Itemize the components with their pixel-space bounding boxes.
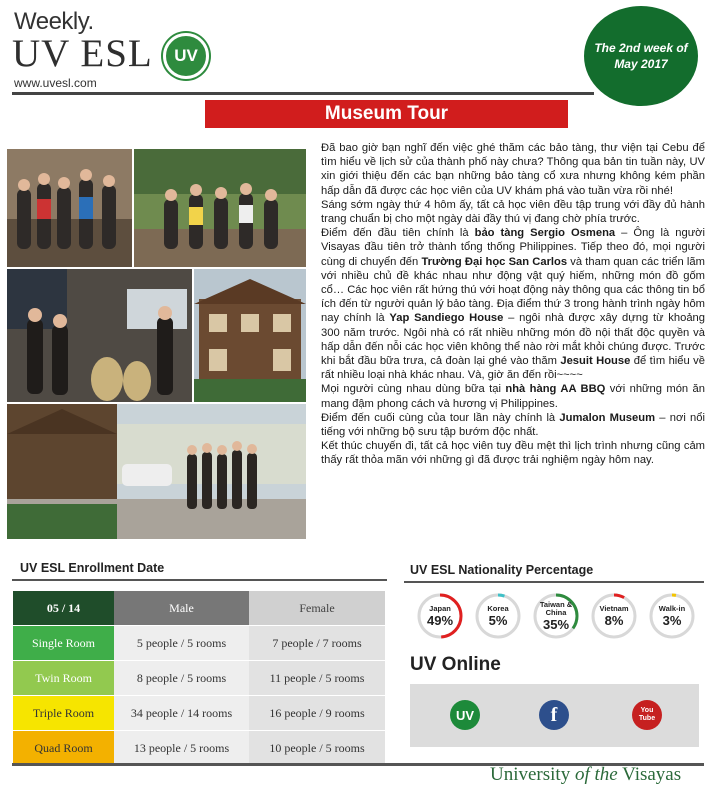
- female-header: Female: [249, 591, 385, 626]
- nationality-gauge: [590, 592, 638, 640]
- gauge-value: 49%: [426, 612, 454, 628]
- table-row: [13, 731, 385, 766]
- female-count-cell: 16 people / 9 rooms: [249, 696, 385, 731]
- male-count-cell: 13 people / 5 rooms: [114, 731, 249, 766]
- enrollment-divider: [12, 579, 387, 581]
- article-text: và tham quan các triển lãm với nhiều chủ đề khác nhau như động vật quý hiếm, những món đồ gốm cổ… Các học viên rất hứng thú với hoạt động này thông qua các thông tin bổ ích đến từ người quản lý bảo tàng. Địa điểm thứ 3 trong hành trình ngày hôm nay chính là: [321, 255, 705, 325]
- nationality-gauge: [474, 592, 522, 640]
- nationality-title: UV ESL Nationality Percentage: [410, 563, 594, 577]
- female-count-cell: 11 people / 5 rooms: [249, 661, 385, 696]
- article-highlight: nhà hàng AA BBQ: [505, 383, 606, 396]
- gauge-label: Korea: [487, 603, 509, 613]
- photo-heritage-house: [194, 269, 306, 402]
- uv-logo: UV: [163, 33, 209, 79]
- article-paragraph: [321, 141, 705, 198]
- issue-line-2: May 2017: [614, 57, 668, 71]
- gauge-value: 5%: [488, 612, 508, 628]
- gauge-value: 35%: [542, 616, 570, 632]
- table-row: [13, 661, 385, 696]
- museum-tour-banner: Museum Tour: [205, 100, 568, 128]
- article-text: để tìm hiểu về rất nhiều loại nhà khác nhau. Và, giờ ăn đến rồi~~~~: [321, 355, 705, 382]
- article-text: – nơi nổi tiếng với những bộ sưu tập bướm độc nhất.: [321, 411, 705, 439]
- social-links-box: [410, 684, 699, 747]
- gauge-value: 3%: [662, 612, 682, 628]
- youtube-icon[interactable]: You Tube: [632, 700, 662, 730]
- article-paragraph: [321, 198, 705, 226]
- header-divider: [12, 92, 594, 95]
- article-paragraph: [321, 382, 705, 410]
- museum-article: [321, 141, 705, 468]
- photo-group-3: [7, 269, 192, 402]
- article-text: – ngôi nhà được xây dựng từ khoảng 300 năm trước. Ngôi nhà có rất nhiều những món đồ nội thất độc quyền và hấp dẫn đến nỗi các học viên không thể nào rời mắt khỏi chúng được. Trước khi bắt đầu bữa trưa, cả đoàn lại ghé vào thăm: [321, 312, 705, 368]
- nationality-gauge: [648, 592, 696, 640]
- university-wordmark-post: Visayas: [617, 764, 682, 785]
- article-paragraph: [321, 439, 705, 467]
- female-count-cell: 10 people / 5 rooms: [249, 731, 385, 766]
- enrollment-header-row: [13, 591, 385, 626]
- photo-group-2: [134, 149, 306, 267]
- uv-site-icon[interactable]: UV: [450, 700, 480, 730]
- article-highlight: Jumalon Museum: [559, 411, 656, 424]
- article-text: với những món ăn mang đậm phong cách và hương vị Philippines.: [321, 383, 705, 410]
- article-paragraph: [321, 411, 705, 439]
- university-wordmark-pre: University: [490, 764, 575, 785]
- article-text: Điểm đến cuối cùng của tour lần này chính là: [321, 411, 560, 424]
- nationality-gauge: [532, 592, 580, 640]
- article-text: Kết thúc chuyến đi, tất cả học viên tuy đều mệt thì lịch trình nhưng cũng cảm thấy rất thỏa mãn với những gì đã được trải nghiệm ngày hôm nay.: [321, 440, 705, 467]
- article-highlight: Yap Sandiego House: [389, 312, 504, 325]
- brand-title: UV ESL: [12, 32, 153, 75]
- article-highlight: Trường Đại học San Carlos: [421, 255, 568, 268]
- facebook-icon[interactable]: f: [539, 700, 569, 730]
- nationality-gauge: [416, 592, 464, 640]
- university-wordmark: [490, 764, 681, 786]
- room-type-cell: Single Room: [13, 626, 114, 661]
- room-type-cell: Quad Room: [13, 731, 114, 766]
- gauge-label: Taiwan & China: [539, 599, 573, 617]
- article-highlight: Jesuit House: [560, 355, 631, 368]
- male-count-cell: 8 people / 5 rooms: [114, 661, 249, 696]
- room-type-cell: Triple Room: [13, 696, 114, 731]
- male-header: Male: [114, 591, 249, 626]
- enrollment-date: 05 / 14: [13, 591, 114, 626]
- enrollment-title: UV ESL Enrollment Date: [20, 561, 165, 575]
- article-highlight: bảo tàng Sergio Osmena: [474, 227, 616, 240]
- website-link[interactable]: www.uvesl.com: [14, 76, 97, 90]
- gauge-label: Walk-in: [658, 603, 686, 613]
- issue-badge: [584, 6, 698, 106]
- university-wordmark-of: of the: [574, 764, 618, 785]
- male-count-cell: 34 people / 14 rooms: [114, 696, 249, 731]
- article-text: Đã bao giờ bạn nghĩ đến việc ghé thăm các bảo tàng, thư viện tại Cebu để tìm hiểu về lịch sử của thành phố này chưa? Thông qua bản tin tuần này, UV xin giới thiệu đến các bạn những bảo tàng cổ xưa nhưng không kém phần hấp dẫn đã được các học viên của UV khám phá vào tuần vừa rồi nhé!: [321, 142, 705, 197]
- online-title: UV Online: [410, 654, 501, 675]
- weekly-label: Weekly.: [14, 8, 94, 35]
- female-count-cell: 7 people / 7 rooms: [249, 626, 385, 661]
- enrollment-table: [13, 591, 385, 766]
- male-count-cell: 5 people / 5 rooms: [114, 626, 249, 661]
- photo-group-4: [7, 404, 306, 539]
- gauge-label: Japan: [429, 603, 451, 613]
- table-row: [13, 696, 385, 731]
- article-text: – Ông là người Visayas đầu tiên trở thành tổng thống Philippines. Tiếp theo đó, mọi người cùng di chuyển đến: [321, 227, 705, 268]
- gauge-value: 8%: [604, 612, 624, 628]
- article-paragraph: [321, 226, 705, 382]
- article-text: Sáng sớm ngày thứ 4 hôm ấy, tất cả học viên đều tập trung với đầy đủ hành trang chuẩn bị cho một ngày dài đầy thú vị đang chờ phía trước.: [321, 198, 705, 226]
- issue-line-1: The 2nd week of: [594, 41, 688, 55]
- nationality-divider: [404, 581, 704, 583]
- gauge-label: Vietnam: [599, 603, 629, 613]
- nationality-gauges: [416, 592, 706, 642]
- article-text: Điểm đến đầu tiên chính là: [321, 227, 475, 240]
- table-row: [13, 626, 385, 661]
- photo-group-1: [7, 149, 132, 267]
- article-text: Mọi người cùng nhau dùng bữa tại: [321, 383, 506, 396]
- room-type-cell: Twin Room: [13, 661, 114, 696]
